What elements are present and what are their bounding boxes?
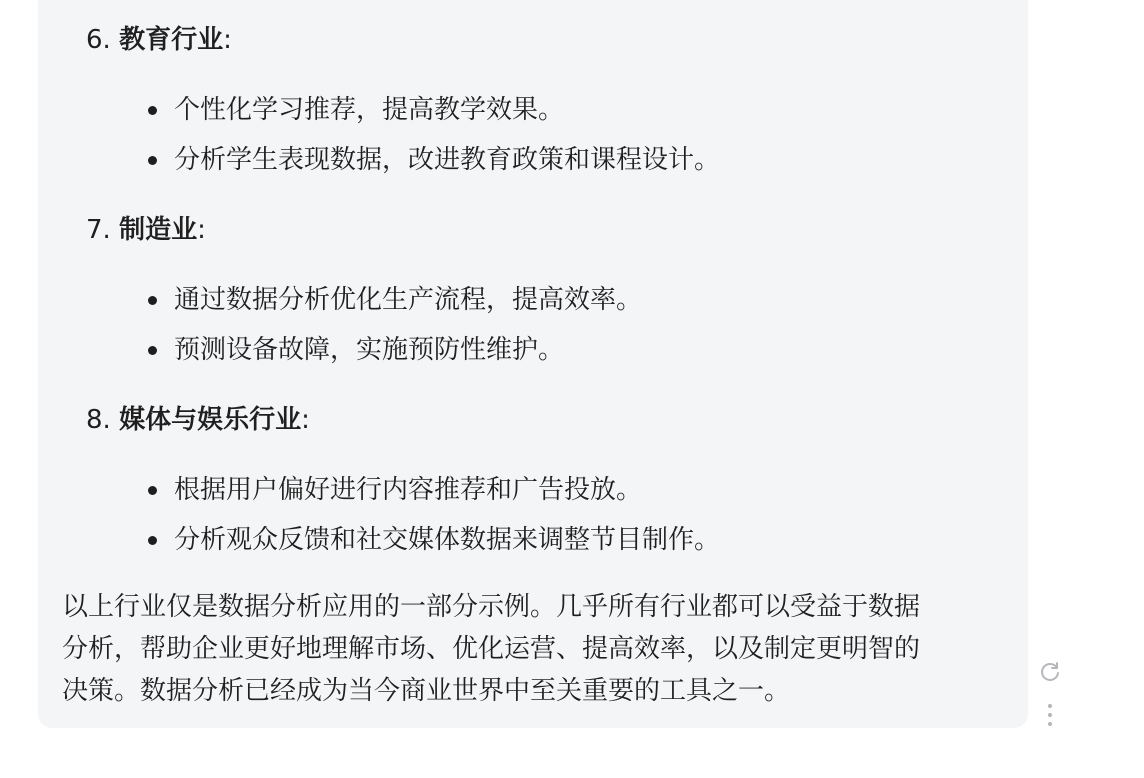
list-item-text: 通过数据分析优化生产流程，提高效率。 [174, 285, 643, 315]
section-heading-6 [86, 18, 232, 62]
section-heading-7 [86, 208, 206, 252]
section-number: 7. [86, 215, 111, 245]
list-item-text: 预测设备故障，实施预防性维护。 [174, 335, 565, 365]
more-vertical-icon[interactable] [1038, 703, 1062, 727]
section-colon: : [197, 215, 206, 245]
section-title: 媒体与娱乐行业 [119, 405, 302, 435]
section-title: 制造业 [119, 215, 198, 245]
summary-paragraph [62, 586, 1002, 712]
bullet-icon [148, 346, 157, 355]
refresh-icon[interactable] [1038, 659, 1062, 683]
list-item-text: 根据用户偏好进行内容推荐和广告投放。 [174, 475, 643, 505]
summary-line: 以上行业仅是数据分析应用的一部分示例。几乎所有行业都可以受益于数据 [62, 592, 921, 622]
bullet-icon [148, 536, 157, 545]
bullet-icon [148, 106, 157, 115]
section-colon: : [223, 25, 232, 55]
list-item-text: 分析观众反馈和社交媒体数据来调整节目制作。 [174, 525, 721, 555]
list-item-text: 分析学生表现数据，改进教育政策和课程设计。 [174, 145, 721, 175]
section-title: 教育行业 [119, 25, 224, 55]
section-colon: : [301, 405, 310, 435]
summary-line: 分析，帮助企业更好地理解市场、优化运营、提高效率，以及制定更明智的 [62, 634, 921, 664]
section-heading-8 [86, 398, 310, 442]
bullet-icon [148, 486, 157, 495]
summary-line: 决策。数据分析已经成为当今商业世界中至关重要的工具之一。 [62, 676, 791, 706]
section-number: 6. [86, 25, 111, 55]
section-number: 8. [86, 405, 111, 435]
list-item-text: 个性化学习推荐，提高教学效果。 [174, 95, 565, 125]
bullet-icon [148, 156, 157, 165]
bullet-icon [148, 296, 157, 305]
